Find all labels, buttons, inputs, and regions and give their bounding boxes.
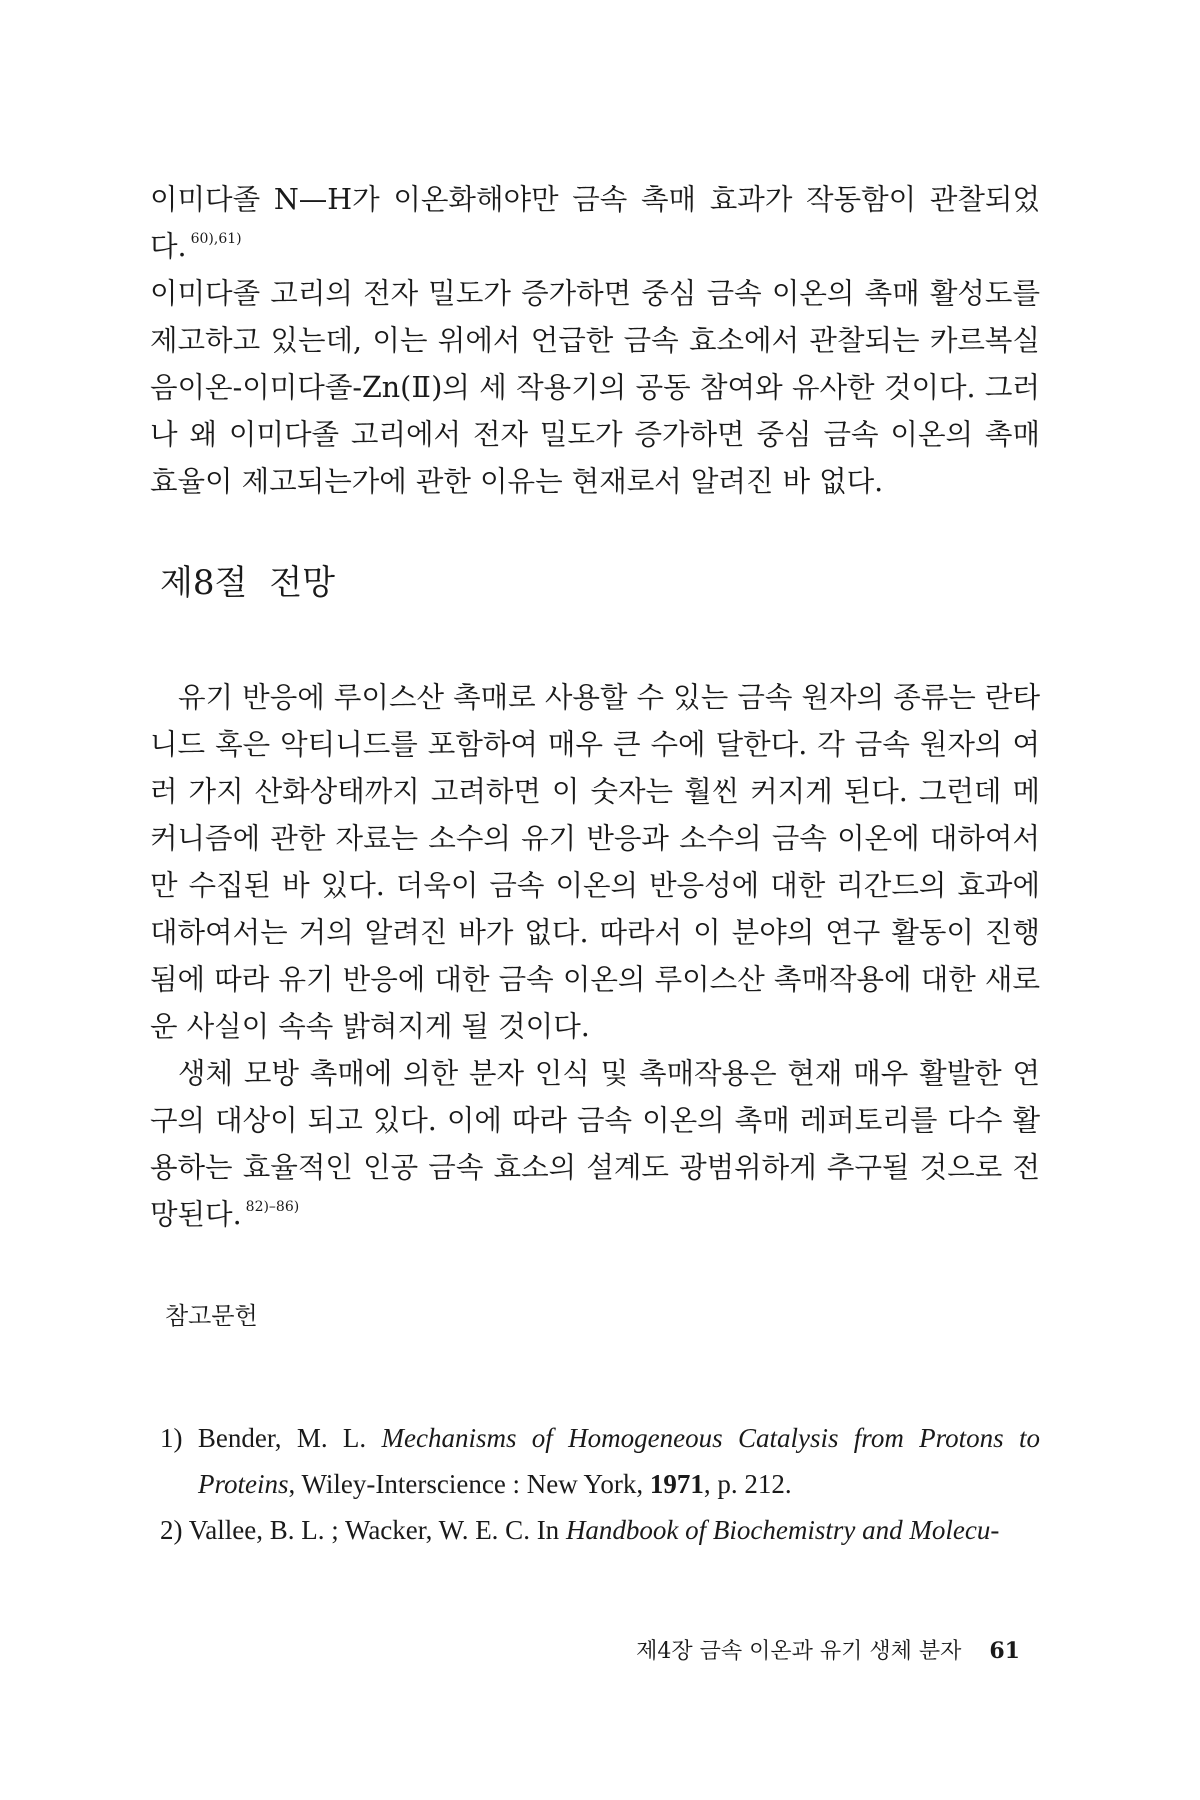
reference-number: 2) (160, 1515, 183, 1545)
references-title: 참고문헌 (165, 1302, 258, 1330)
reference-title: Mechanisms of Homogeneous Catalysis from Protons to Proteins (198, 1423, 1040, 1499)
chapter-title: 제4장 금속 이온과 유기 생체 분자 (636, 1639, 962, 1664)
intro-block (150, 176, 1040, 505)
section-number: 제8절 (160, 563, 248, 603)
intro-first-sentence: 이미다졸 N—H가 이온화해야만 금속 촉매 효과가 작동함이 관찰되었다. (150, 183, 1040, 263)
reference-item-1 (160, 1415, 1040, 1507)
body-paragraph-2-text: 생체 모방 촉매에 의한 분자 인식 및 촉매작용은 현재 매우 활발한 연구의 대상이 되고 있다. 이에 따라 금속 이온의 촉매 레퍼토리를 다수 활용하는 효율적인 인공 금속 효소의 설계도 광범위하게 추구될 것으로 전망된다. (150, 1057, 1040, 1231)
citation-60-61: 60),61) (190, 231, 242, 247)
reference-authors: Bender, M. L. (197, 1423, 367, 1453)
page-footer (636, 1634, 1020, 1665)
reference-pages: , p. 212. (703, 1469, 792, 1499)
intro-paragraph: 이미다졸 고리의 전자 밀도가 증가하면 중심 금속 이온의 촉매 활성도를 제고하고 있는데, 이는 위에서 언급한 금속 효소에서 관찰되는 카르복실 음이온-이미다졸-Zn(Ⅱ)의 세 작용기의 공동 참여와 유사한 것이다. 그러나 왜 이미다졸 고리에서 전자 밀도가 증가하면 중심 금속 이온의 촉매 효율이 제고되는가에 관한 이유는 현재로서 알려진 바 없다. (150, 277, 1040, 498)
reference-year: 1971 (649, 1469, 704, 1499)
section-heading (160, 555, 335, 604)
reference-publisher: , Wiley-Interscience : New York, (288, 1469, 650, 1499)
section-title: 전망 (269, 563, 336, 603)
reference-title: Handbook of Biochemistry and Molecu- (565, 1515, 1000, 1545)
citation-82-86: 82)–86) (245, 1199, 300, 1215)
body-paragraph-1: 유기 반응에 루이스산 촉매로 사용할 수 있는 금속 원자의 종류는 란타니드 혹은 악티니드를 포함하여 매우 큰 수에 달한다. 각 금속 원자의 여러 가지 산화상태까지 고려하면 이 숫자는 훨씬 커지게 된다. 그런데 메커니즘에 관한 자료는 소수의 유기 반응과 소수의 금속 이온에 대하여서만 수집된 바 있다. 더욱이 금속 이온의 반응성에 대한 리간드의 효과에 대하여서는 거의 알려진 바가 없다. 따라서 이 분야의 연구 활동이 진행됨에 따라 유기 반응에 대한 금속 이온의 루이스산 촉매작용에 대한 새로운 사실이 속속 밝혀지게 될 것이다. (150, 681, 1040, 1043)
body-paragraph-2 (150, 1050, 1040, 1238)
page-number: 61 (989, 1638, 1020, 1664)
reference-item-2 (160, 1507, 1040, 1553)
section-body (150, 674, 1040, 1238)
intro-first-line (150, 176, 1040, 270)
reference-number: 1) (160, 1423, 183, 1453)
references-list (160, 1415, 1040, 1553)
reference-authors: Vallee, B. L. ; Wacker, W. E. C. In (188, 1515, 560, 1545)
